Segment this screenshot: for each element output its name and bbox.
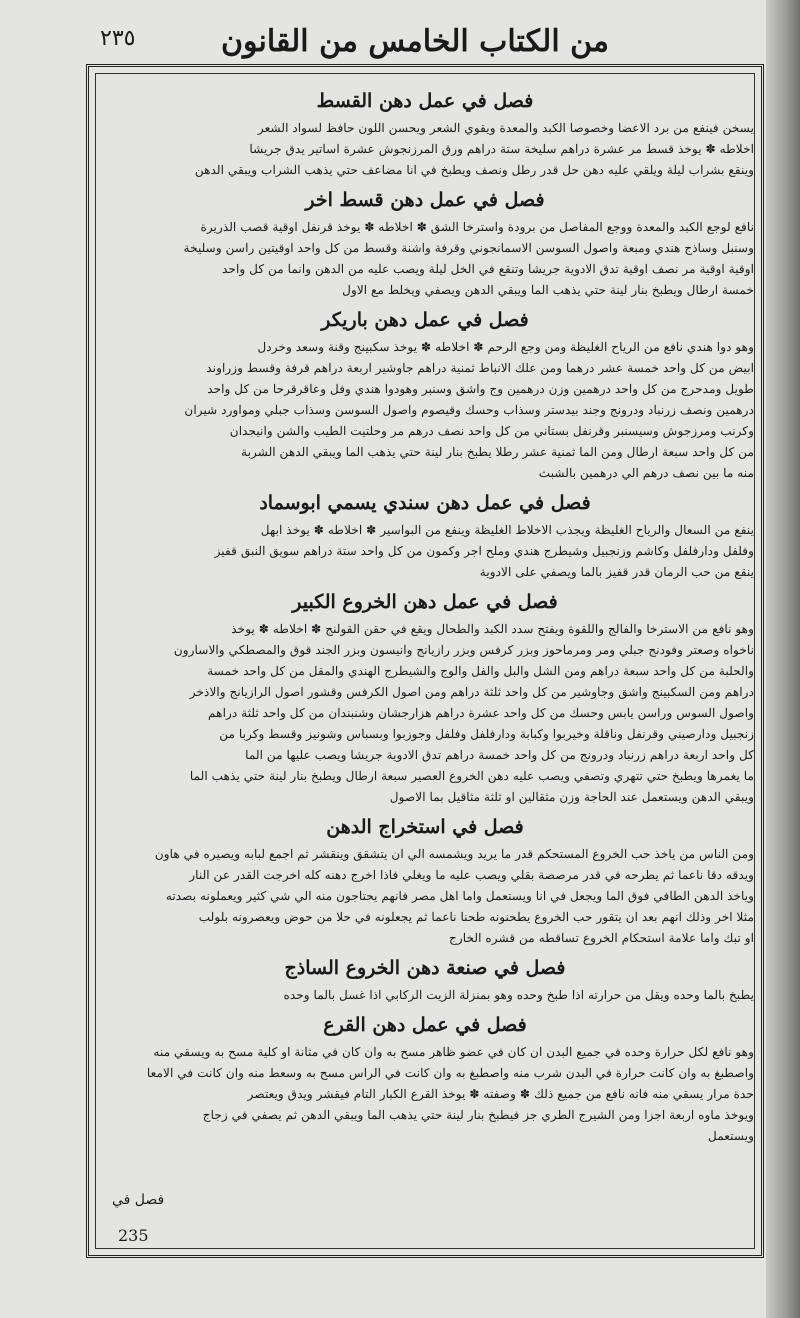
text-line: ويدقه دقا ناعما ثم يطرحه في قدر مرصصة بقلي ويصب عليه ما ويغلي فاذا اخرج دهنه كله اخرجت القدر عن النار — [189, 868, 754, 882]
page-title: من الكتاب الخامس من القانون — [220, 23, 610, 59]
page-number-top: ٢٣٥ — [100, 26, 136, 51]
text-line: مثلا اخر وذلك انهم بعد ان يتقور حب الخروع يطحنونه طحنا ناعما ثم يجعلونه في حلا من حوض ويعصرونه بلولب — [198, 910, 754, 924]
text-line: حدة مرار يسقي منه فانه نافع من جميع ذلك ✽ وصفته ✽ يوخذ القرع الكبار التام فيقشر ويدق ويعتصر — [247, 1087, 754, 1101]
chapter-section — [96, 957, 754, 1006]
text-line: درهمين ونصف زرنباد ودرونج وجند بيدستر وسذاب وحسك وقيصوم واصول السوسن وسذاب جبلي ومواورد شيران — [184, 403, 754, 417]
text-line: واصطبغ به وان كانت حرارة في البدن شرب منه واصطبغ به وان كانت في الراس مسح به وسعط منه وان كانت في الامعا — [146, 1066, 754, 1080]
section-heading: فصل في عمل دهن قسط اخر — [305, 189, 545, 211]
chapter-section — [96, 1014, 754, 1147]
section-heading: فصل في عمل دهن الخروع الكبير — [292, 591, 558, 613]
text-body — [96, 86, 754, 1206]
section-heading: فصل في عمل دهن القسط — [316, 90, 534, 112]
text-line: ناخواه وصعتر وفودنج جبلي ومر ومرماحوز وبزر كرفس وبزر رازيانج وانيسون وبزر الجند قوق والمصطكي والاسارون — [173, 643, 754, 657]
text-line: كل واحد اربعة دراهم زرنباد ودرونج من كل واحد خمسة دراهم تدق الادوية جريشا ويصب عليها من الما — [245, 748, 754, 762]
text-line: وسنبل وساذج هندي ومبعة واصول السوسن الاسمانجوني وقرفة واشنة وقسط من كل واحد اوقيتين راسن وسليخة — [183, 241, 754, 255]
text-line: ابيض من كل واحد خمسة عشر درهما ومن علك الانباط ثمنية دراهم جاوشير اربعة دراهم قرفة وقسط وزراوند — [206, 361, 754, 375]
text-line: نافع لوجع الكبد والمعدة ووجع المفاصل من برودة واسترخا الشق ✽ اخلاطه ✽ يوخذ قرنفل اوقية قصب الذريرة — [200, 220, 754, 234]
text-line: والحلبة من كل واحد سبعة دراهم ومن الشل والبل والفل والوج والشيطرج الهندي والمقل من كل واحد خمسة — [207, 664, 754, 678]
text-line: او تبك واما علامة استحكام الخروع تساقطه من قشره الخارج — [449, 931, 754, 945]
text-line: واصول السوس وراسن يابس وحسك من كل واحد عشرة دراهم هزارجشان وشنبندان من كل واحد ثلثة دراهم — [208, 706, 754, 720]
chapter-section — [96, 591, 754, 808]
text-line: وهو نافع لكل حرارة وحده في جميع البدن ان كان في عضو ظاهر مسح به وان كان في مثانة او كلية مسح به ويسقي منه — [153, 1045, 754, 1059]
text-line: ومن الناس من ياخذ حب الخروع المستحكم قدر ما يريد ويشمسه الي ان يتشقق وينقشر ثم اجمع لبابه ويصيره في هاون — [154, 847, 754, 861]
text-line: وهو دوا هندي نافع من الرياح الغليظة ومن وجع الرحم ✽ اخلاطه ✽ يوخذ سكبينج وقنة وسعد وخردل — [257, 340, 754, 354]
text-line: يطبخ بالما وحده ويقل من حرارته اذا طبخ وحده وهو بمنزلة الزيت الركابي اذا غسل بالما وحده — [283, 988, 754, 1002]
text-line: وياخذ الدهن الطافي فوق الما ويجعل في انا ويستعمل واما اهل مصر فانهم يحتاجون منه الي شي كثير ويعملونه بصدته — [165, 889, 754, 903]
text-line: اخلاطه ✽ يوخذ قسط مر عشرة دراهم سليخة ستة دراهم ورق المرزنجوش عشرة اساتير يدق جريشا — [249, 142, 754, 156]
book-gutter — [766, 0, 800, 1318]
chapter-section — [96, 90, 754, 181]
text-line: طويل ومدحرج من كل واحد درهمين وزن درهمين وج واشق وسنبر وهودوا هندي وفل وعاقرقرحا من كل واحد — [207, 382, 754, 396]
text-line: وكرنب ومرزجوش وسيسنبر وقرنفل بستاني من كل واحد نصف درهم مر وحلتيت الطيب والشن وانيجدان — [229, 424, 754, 438]
text-line: زنجبيل ودارصيني وقرنفل وناقلة وخيربوا وكبابة ودارفلفل وفلفل وجوزبوا وبسباس وشونيز وقسط وكربا من — [219, 727, 754, 741]
page-number-bottom: 235 — [118, 1226, 149, 1245]
catchword: فصل في — [112, 1192, 165, 1208]
section-heading: فصل في صنعة دهن الخروع الساذج — [284, 957, 566, 979]
text-line: وينقع بشراب ليلة ويلقي عليه دهن حل قدر رطل ونصف ويطبخ في انا مضاعف حتي يذهب الشراب ويبقي الدهن — [194, 163, 754, 177]
text-line: ينفع من السعال والرياح الغليظة ويجذب الاخلاط الغليظة وينفع من البواسير ✽ اخلاطه ✽ يوخذ ابهل — [260, 523, 754, 537]
chapter-section — [96, 309, 754, 484]
text-line: منه ما بين نصف درهم الي درهمين بالشبث — [538, 466, 754, 480]
text-line: ما يغمرها ويطبخ حتي تتهري وتصفي ويصب عليه دهن الخروع العصير سبعة ارطال ويطبخ بنار لينة حتي يذهب الما — [189, 769, 754, 783]
section-heading: فصل في استخراج الدهن — [326, 816, 524, 838]
text-line: ينقع من حب الرمان قدر قفيز بالما ويصفي على الادوية — [479, 565, 754, 579]
section-heading: فصل في عمل دهن القرع — [323, 1014, 527, 1036]
text-line: ويستعمل — [708, 1129, 754, 1143]
text-line: دراهم ومن السكبينج واشق وجاوشير من كل واحد ثلثة دراهم ومن اصول الكرفس وقشور اصول الرازيانج والاذخر — [189, 685, 754, 699]
section-heading: فصل في عمل دهن باريكر — [321, 309, 529, 331]
text-line: اوقية اوقية مر نصف اوقية تدق الادوية جريشا وتنقع في الخل ليلة ويصب عليه من الدهن وانما من كل واحد — [222, 262, 754, 276]
text-line: من كل واحد سبعة ارطال ومن الما ثمنية عشر رطلا يطبخ بنار لينة حتي يذهب الما ويبقي الدهن الشربة — [241, 445, 754, 459]
chapter-section — [96, 492, 754, 583]
text-line: خمسة ارطال ويطبخ بنار لينة حتي يذهب الما ويبقي الدهن ويصفي ويخلط مع الاول — [342, 283, 754, 297]
chapter-section — [96, 189, 754, 301]
text-line: ويوخذ ماوه اربعة اجزا ومن الشيرج الطري جز فيطبخ بنار لينة حتي يذهب الما ويبقي الدهن ثم يصفي في زجاج — [202, 1108, 754, 1122]
text-line: وهو نافع من الاسترخا والفالج واللقوة ويفتح سدد الكبد والطحال ويقع في حقن القولنج ✽ اخلاطه ✽ يوخذ — [231, 622, 754, 636]
text-line: وفلفل ودارفلفل وكاشم وزنجبيل وشيطرج هندي وملح اجر وكمون من كل واحد ستة دراهم سويق النبق قفيز — [214, 544, 754, 558]
running-head — [90, 18, 740, 64]
text-line: ويبقي الدهن ويستعمل عند الحاجة وزن مثقالين او ثلثة مثاقيل بما الاصول — [389, 790, 754, 804]
text-line: يسخن فينفع من برد الاعضا وخصوصا الكبد والمعدة ويقوي الشعر ويحسن اللون حافظ لسواد الشعر — [257, 121, 754, 135]
section-heading: فصل في عمل دهن سندي يسمي ابوسماد — [259, 492, 591, 514]
chapter-section — [96, 816, 754, 949]
